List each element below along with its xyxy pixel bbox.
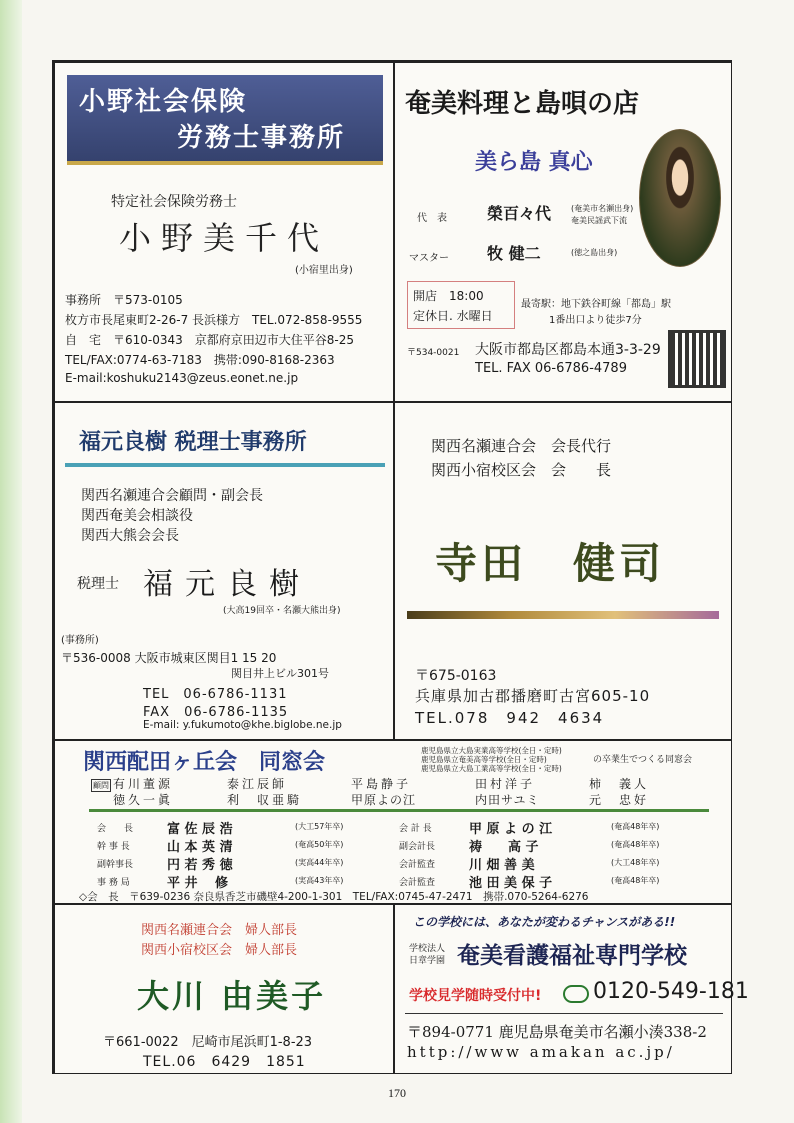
amami-ryouri-rep-note1: (奄美市名瀬出身) <box>571 204 634 213</box>
officer-right-role-2: 副会計長 <box>399 842 436 852</box>
advisor-r1-3: 平島静子 <box>351 777 412 791</box>
ono-line-3: 自 宅 〒610-0343 京都府京田辺市大住平谷8-25 <box>65 333 355 347</box>
officer-right-name-2: 祷 高 子 <box>469 840 539 855</box>
fukumoto-ad <box>54 402 394 740</box>
amami-ryouri-phone: TEL. FAX 06-6786-4789 <box>475 361 627 376</box>
amami-ryouri-postal: 〒534-0021 <box>407 348 460 358</box>
fukumoto-title: 福元良樹 税理士事務所 <box>79 429 307 455</box>
officer-right-note-2: (奄高48年卒) <box>611 840 660 849</box>
advisor-r2-3: 甲原よの江 <box>351 793 417 807</box>
advisor-r1-2: 泰江辰師 <box>227 777 288 791</box>
terada-ad <box>394 402 732 740</box>
officer-right-note-3: (大工48年卒) <box>611 858 660 867</box>
amami-ryouri-master-name: 牧 健二 <box>487 244 541 263</box>
officer-right-role-4: 会計監査 <box>399 878 436 888</box>
advisor-r2-1: 徳久一眞 <box>113 793 174 807</box>
officer-right-name-3: 川 畑 善 美 <box>469 858 535 873</box>
alumni-title: 関西配田ヶ丘会 同窓会 <box>83 749 326 775</box>
page-edge-tint <box>0 0 22 1123</box>
ono-name: 小野美千代 <box>119 219 330 257</box>
officer-left-name-2: 山 本 英 清 <box>167 840 233 855</box>
ono-line-5: E-mail:koshuku2143@zeus.eonet.ne.jp <box>65 371 299 385</box>
page-number: 170 <box>388 1086 406 1100</box>
advisor-r1-1: 有川董源 <box>113 777 174 791</box>
terada-postal: 〒675-0163 <box>415 668 497 684</box>
amami-ryouri-master-label: マスター <box>409 253 449 264</box>
school-url: http://www amakan ac.jp/ <box>407 1043 675 1061</box>
amami-ryouri-shop-name: 美ら島 真心 <box>475 150 593 175</box>
fukumoto-address: 〒536-0008 大阪市城東区関目1 15 20 <box>61 651 277 665</box>
officer-left-name-4: 平 井 修 <box>167 876 229 891</box>
terada-address: 兵庫県加古郡播磨町古宮605-10 <box>415 687 651 705</box>
fukumoto-note: (大高19回卒・名瀬大熊出身) <box>223 606 341 616</box>
officer-left-role-4: 事 務 局 <box>97 878 130 888</box>
officer-left-name-1: 富 佐 辰 浩 <box>167 822 233 837</box>
alumni-ad <box>54 740 732 904</box>
ono-line-4: TEL/FAX:0774-63-7183 携帯:090-8168-2363 <box>65 353 335 367</box>
amami-ryouri-rep-note2: 奄美民謡武下流 <box>571 216 627 225</box>
officer-left-name-3: 円 若 秀 徳 <box>167 858 233 873</box>
terada-tel: TEL.078 942 4634 <box>415 709 605 727</box>
officer-right-role-3: 会計監査 <box>399 860 436 870</box>
qr-code-icon <box>671 333 723 385</box>
alumni-school-3: 鹿児島県立大島工業高等学校(全日・定時) <box>421 764 562 773</box>
amami-ryouri-title: 奄美料理と島唄の店 <box>405 89 640 119</box>
school-divider <box>405 1013 723 1014</box>
officer-left-note-3: (実高44年卒) <box>295 858 344 867</box>
fukumoto-fax: FAX 06-6786-1135 <box>143 705 289 720</box>
ono-gold-line <box>67 161 383 165</box>
amami-ryouri-ad <box>394 62 732 402</box>
amami-ryouri-station2: 1番出口より徒歩7分 <box>549 315 642 326</box>
ono-origin: (小宿里出身) <box>295 265 353 276</box>
officer-left-role-1: 会 長 <box>97 824 134 834</box>
fukumoto-tel: TEL 06-6786-1131 <box>143 687 288 702</box>
officer-right-name-1: 甲 原 よ の 江 <box>469 822 553 837</box>
fukumoto-name: 福元良樹 <box>143 567 311 602</box>
fukumoto-office-label: (事務所) <box>61 635 99 646</box>
amami-ryouri-station1: 最寄駅：地下鉄谷町線「都島」駅 <box>521 299 671 310</box>
fukumoto-role-3: 関西大熊会会長 <box>81 528 179 544</box>
officer-left-note-4: (実高43年卒) <box>295 876 344 885</box>
okawa-ad <box>54 904 394 1074</box>
officer-right-name-4: 池 田 美 保 子 <box>469 876 553 891</box>
fukumoto-email: E-mail: y.fukumoto@khe.biglobe.ne.jp <box>143 719 342 731</box>
advisor-r1-5: 柿 義人 <box>589 777 650 791</box>
terada-role-2: 関西小宿校区会 会 長 <box>431 461 612 479</box>
okawa-tel: TEL.06 6429 1851 <box>143 1054 306 1070</box>
school-tagline: この学校には、あなたが変わるチャンスがある!! <box>413 915 676 929</box>
terada-gradient-line <box>407 611 719 619</box>
amami-ryouri-rep-label: 代 表 <box>417 213 447 224</box>
alumni-suffix: の卒業生でつくる同窓会 <box>593 755 693 765</box>
school-corp-1: 学校法人 <box>409 944 446 954</box>
school-freedial: 0120-549-181 <box>593 979 749 1004</box>
school-visit: 学校見学随時受付中! <box>409 988 542 1004</box>
okawa-role-2: 関西小宿校区会 婦人部長 <box>141 943 298 958</box>
advertisement-page <box>52 60 749 1074</box>
advisor-r2-4: 内田サユミ <box>475 793 540 807</box>
alumni-advisor-label: 顧問 <box>93 781 109 790</box>
amami-ryouri-rep-name: 榮百々代 <box>487 204 552 223</box>
ono-line-2: 枚方市長尾東町2-26-7 長浜様方 TEL.072-858-9555 <box>65 313 363 327</box>
ono-line-1: 事務所 〒573-0105 <box>65 293 183 307</box>
officer-left-role-3: 副幹事長 <box>97 860 134 870</box>
fukumoto-role-2: 関西奄美会相談役 <box>81 508 193 524</box>
freedial-icon <box>563 985 589 1003</box>
alumni-green-line <box>89 809 709 812</box>
okawa-address: 〒661-0022 尼崎市尾浜町1-8-23 <box>103 1035 313 1050</box>
amami-ryouri-hours2: 定休日. 水曜日 <box>413 309 493 323</box>
officer-right-note-4: (奄高48年卒) <box>611 876 660 885</box>
officer-left-note-1: (大工57年卒) <box>295 822 344 831</box>
amami-ryouri-master-note: (徳之島出身) <box>571 248 618 257</box>
officer-right-role-1: 会 計 長 <box>399 824 432 834</box>
officer-right-note-1: (奄高48年卒) <box>611 822 660 831</box>
amami-ryouri-portrait <box>639 129 721 267</box>
terada-name: 寺田 健司 <box>435 539 666 588</box>
officer-left-role-2: 幹 事 長 <box>97 842 130 852</box>
okawa-role-1: 関西名瀬連合会 婦人部長 <box>141 923 298 938</box>
school-corp-2: 日章学園 <box>409 956 446 966</box>
advisor-r2-5: 元 忠好 <box>589 793 650 807</box>
fukumoto-title-label: 税理士 <box>77 576 119 592</box>
school-name: 奄美看護福祉専門学校 <box>457 943 687 969</box>
okawa-name: 大川 由美子 <box>137 977 327 1015</box>
fukumoto-teal-line <box>65 463 385 467</box>
school-address: 〒894-0771 鹿児島県奄美市名瀬小湊338-2 <box>407 1023 707 1041</box>
school-ad <box>394 904 749 1074</box>
fukumoto-building: 関目井上ビル301号 <box>231 667 329 680</box>
amami-ryouri-address: 大阪市都島区都島本通3-3-29 <box>475 342 661 358</box>
alumni-school-2: 鹿児島県立奄美高等学校(全日・定時) <box>421 755 547 764</box>
advisor-r2-2: 利 収亜騎 <box>227 793 303 807</box>
ono-banner-line1: 小野社会保険 <box>79 87 248 117</box>
advisor-r1-4: 田村洋子 <box>475 777 536 791</box>
ono-role: 特定社会保険労務士 <box>111 194 237 210</box>
ono-ad <box>54 62 394 402</box>
alumni-school-1: 鹿児島県立大島実業高等学校(全日・定時) <box>421 746 562 755</box>
ono-banner-line2: 労務士事務所 <box>177 123 346 153</box>
fukumoto-role-1: 関西名瀬連合会顧問・副会長 <box>81 488 263 504</box>
officer-left-note-2: (奄高50年卒) <box>295 840 344 849</box>
alumni-contact: ◇会 長 〒639-0236 奈良県香芝市磯壁4-200-1-301 TEL/FAX:0745-47-2471 携帯.070-5264-6276 <box>79 891 589 903</box>
terada-role-1: 関西名瀬連合会 会長代行 <box>431 437 612 455</box>
amami-ryouri-hours1: 開店 18:00 <box>413 289 484 303</box>
